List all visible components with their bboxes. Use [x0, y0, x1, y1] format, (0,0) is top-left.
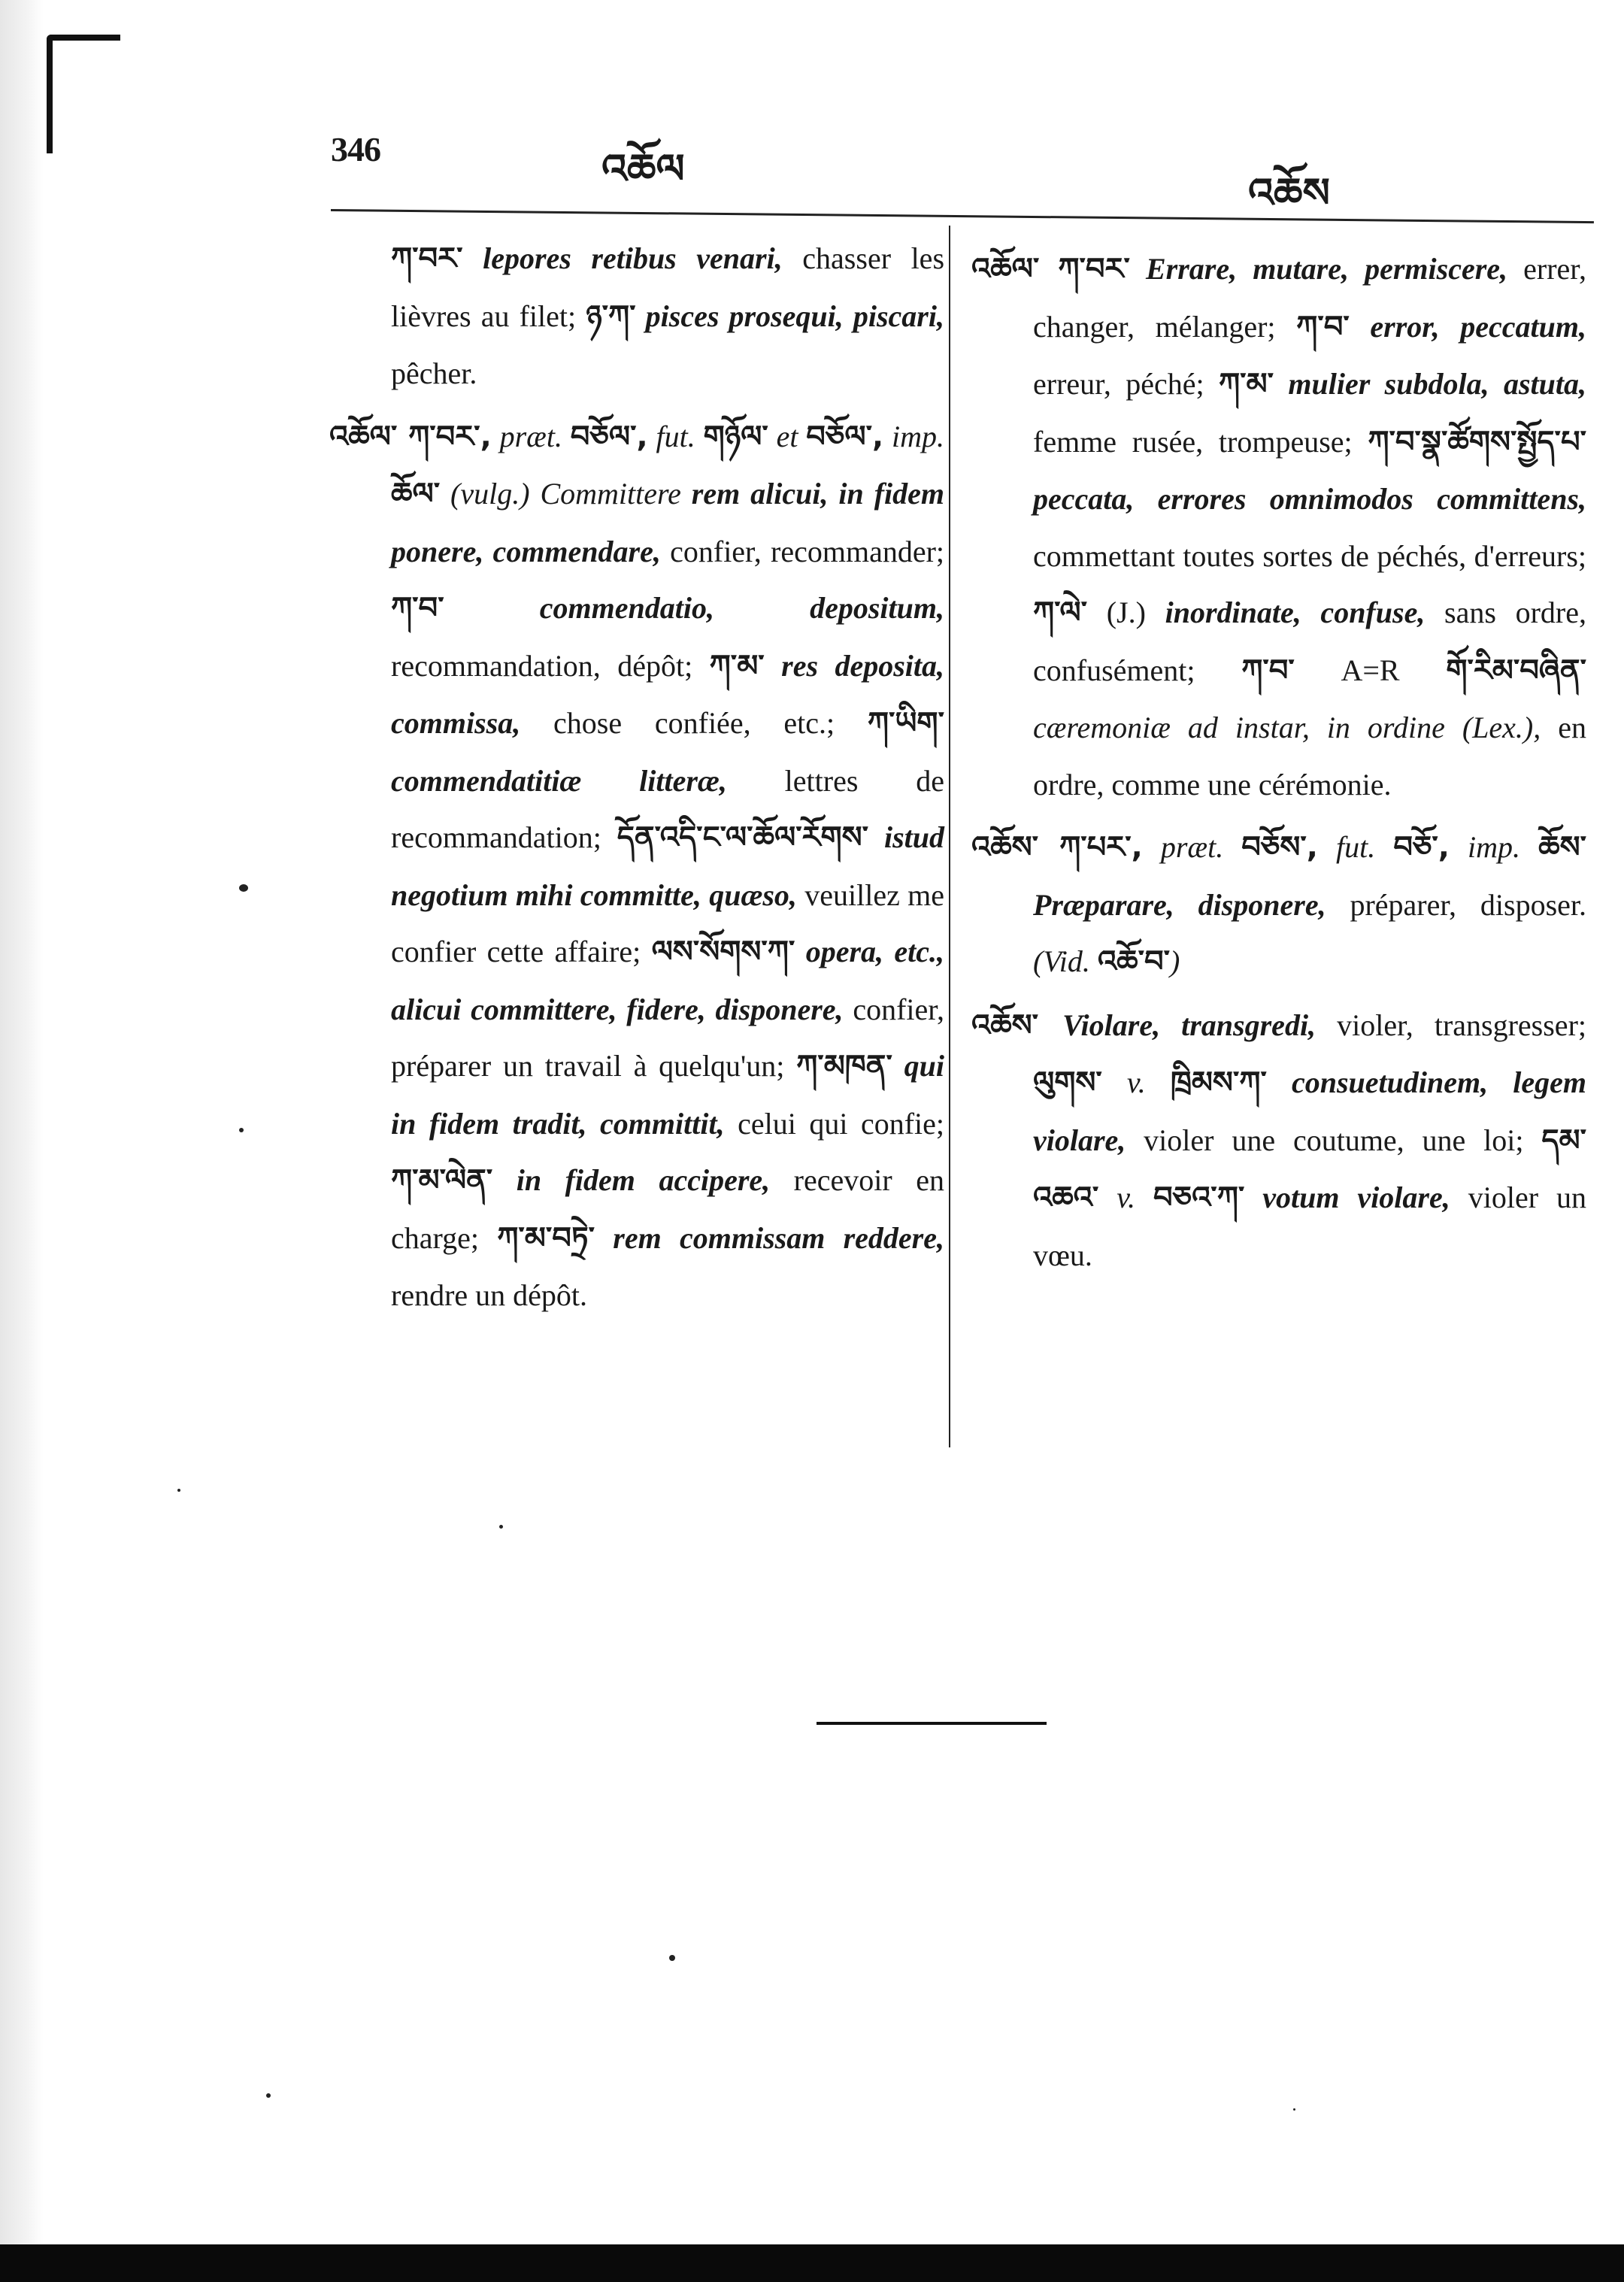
latin-gloss: fut.: [647, 419, 704, 453]
latin-gloss: qui in fidem tradit, committit,: [391, 1049, 944, 1141]
french-gloss: recevoir en charge;: [391, 1163, 944, 1255]
tibetan-text: འཆོས་: [971, 1008, 1063, 1043]
tibetan-text: བཅོལ་,: [806, 419, 884, 454]
tibetan-text: བཅོས་,: [1241, 830, 1318, 865]
tibetan-text: ཀ་ལེ་: [1033, 596, 1087, 630]
tibetan-text: ཀ་བར་: [391, 241, 463, 276]
scan-bottom-border: [0, 2244, 1624, 2282]
running-head-left: འཆོལ: [601, 145, 685, 192]
entry-continuation: [329, 230, 944, 402]
end-rule: [817, 1722, 1047, 1725]
latin-gloss: mulier subdola, astuta,: [1274, 367, 1586, 401]
french-gloss: rendre un dépôt.: [391, 1278, 588, 1312]
dictionary-entry: [329, 408, 944, 1324]
tibetan-text: བཅོ་,: [1393, 830, 1450, 865]
latin-gloss: præt.: [1142, 830, 1242, 864]
french-gloss: erreur, péché;: [1033, 367, 1219, 401]
running-head-right: འཆོས: [1248, 169, 1330, 217]
latin-gloss: rem alicui, in fidem ponere, commendare,: [391, 477, 945, 568]
french-gloss: (J.): [1087, 596, 1165, 629]
latin-gloss: pisces prosequi, piscari,: [635, 299, 944, 333]
latin-gloss: lepores retibus venari,: [462, 241, 783, 275]
french-gloss: chose confiée, etc.;: [520, 706, 868, 740]
latin-gloss: Præparare, disponere,: [1033, 887, 1326, 922]
french-gloss: lettres de recommandation;: [391, 763, 944, 854]
tibetan-text: ཀ་མ་: [709, 648, 765, 683]
tibetan-text: ཀ་བར་,: [408, 419, 492, 454]
latin-gloss: præt.: [491, 419, 571, 453]
latin-gloss: error, peccatum,: [1349, 309, 1586, 344]
latin-gloss: v.: [1101, 1065, 1171, 1099]
french-gloss: celui qui confie;: [724, 1106, 944, 1141]
french-gloss: veuillez me confier cette affaire;: [391, 877, 945, 968]
latin-gloss: fut.: [1317, 830, 1394, 864]
tibetan-text: ཀ་མ་: [1218, 367, 1274, 402]
french-gloss: femme rusée, trompeuse;: [1033, 424, 1368, 459]
tibetan-text: འཆོས་: [971, 830, 1060, 865]
french-gloss: violer, transgresser;: [1316, 1008, 1586, 1042]
tibetan-text: འཆོལ་: [329, 419, 409, 454]
tibetan-text: ཉ་ཀ་: [586, 299, 636, 334]
tibetan-text: བཅོལ་,: [570, 419, 648, 454]
latin-gloss: Errare, mutare, permiscere,: [1129, 252, 1508, 286]
header-rule: [331, 209, 1594, 223]
latin-gloss: votum violare,: [1244, 1180, 1450, 1214]
latin-gloss: imp.: [883, 419, 945, 453]
tibetan-text: འཆོ་བ་: [1097, 944, 1171, 979]
page-edge-shadow: [0, 0, 44, 2282]
latin-gloss: cæremoniæ ad instar, in ordine (Lex.),: [1033, 711, 1541, 744]
french-gloss: commettant toutes sortes de péchés, d'erreurs;: [1033, 538, 1586, 573]
french-gloss: confier, recommander;: [660, 534, 945, 568]
tibetan-text: ལས་སོགས་ཀ་: [651, 935, 795, 969]
tibetan-text: ཀ་མཁན་: [796, 1049, 892, 1083]
right-column: [971, 241, 1586, 1289]
tibetan-text: ཀ་བ་: [1241, 653, 1295, 688]
dictionary-entry: [971, 819, 1586, 991]
tibetan-text: ཀ་བ་: [1296, 309, 1350, 344]
tibetan-text: གཉོལ་: [703, 419, 768, 454]
latin-gloss: Violare, transgredi,: [1062, 1008, 1316, 1042]
tibetan-text: ཆོས་: [1538, 830, 1587, 865]
page-number: 346: [331, 130, 380, 168]
tibetan-text: དོན་འདི་ང་ལ་ཆོལ་རོགས་: [617, 820, 869, 855]
french-gloss: A=R: [1294, 653, 1447, 687]
french-gloss: sans ordre, confusément;: [1033, 596, 1586, 687]
latin-gloss: res deposita, commissa,: [391, 648, 944, 740]
latin-gloss: (Vid.: [1033, 944, 1098, 978]
column-divider: [949, 226, 950, 1447]
tibetan-text: ཆོལ་: [391, 477, 441, 511]
latin-gloss: inordinate, confuse,: [1165, 596, 1426, 629]
latin-gloss: commendatitiæ litteræ,: [391, 763, 727, 798]
tibetan-text: དམ་འཆའ་: [1033, 1123, 1586, 1215]
tibetan-text: ཀ་ཡིག་: [867, 706, 944, 741]
latin-gloss: consuetudinem, legem violare,: [1033, 1065, 1586, 1157]
latin-gloss: v.: [1098, 1180, 1154, 1214]
latin-gloss: istud negotium mihi committe, quæso,: [391, 820, 944, 912]
tibetan-text: ཀ་བ་: [391, 591, 444, 626]
tibetan-text: འཆོལ་: [971, 252, 1059, 286]
tibetan-text: ཀ་མ་བཏྲེ་: [497, 1220, 595, 1256]
french-gloss: recommandation, dépôt;: [391, 648, 710, 683]
left-column: [329, 230, 944, 1330]
french-gloss: violer un vœu.: [1033, 1180, 1586, 1272]
dictionary-entry: [971, 997, 1586, 1284]
latin-gloss: (vulg.) Committere: [440, 477, 692, 511]
tibetan-text: ཀ་བར་: [1058, 252, 1130, 286]
tibetan-text: ཀ་བ་སྣ་ཚོགས་སྤྱོད་པ་: [1368, 424, 1586, 459]
dictionary-entry: [971, 241, 1586, 813]
french-gloss: errer, changer, mélanger;: [1033, 252, 1586, 344]
tibetan-text: བཅའ་ཀ་: [1153, 1180, 1245, 1215]
latin-gloss: imp.: [1450, 830, 1539, 864]
latin-gloss: in fidem accipere,: [492, 1163, 771, 1197]
latin-gloss: ): [1170, 944, 1180, 978]
french-gloss: violer une coutume, une loi;: [1126, 1123, 1542, 1157]
latin-gloss: peccata, errores omnimodos committens,: [1033, 482, 1586, 516]
french-gloss: chasser les lièvres au filet;: [391, 241, 945, 333]
tibetan-text: ལུགས་: [1033, 1065, 1102, 1100]
french-gloss: pêcher.: [391, 356, 477, 390]
french-gloss: en ordre, comme une cérémonie.: [1033, 711, 1586, 802]
scan-corner-mark: [47, 35, 120, 153]
tibetan-text: གོ་རིམ་བཞིན་: [1446, 653, 1586, 688]
latin-gloss: et: [768, 419, 807, 453]
french-gloss: préparer, disposer.: [1326, 887, 1586, 922]
tibetan-text: ཁྲིམས་ཀ་: [1170, 1065, 1267, 1100]
latin-gloss: commendatio, depositum,: [444, 591, 944, 625]
latin-gloss: rem commissam reddere,: [595, 1220, 944, 1255]
french-gloss: confier, préparer un travail à quelqu'un;: [391, 992, 944, 1083]
tibetan-text: ཀ་མ་ལེན་: [391, 1163, 493, 1198]
tibetan-text: ཀ་པར་,: [1059, 830, 1143, 865]
latin-gloss: opera, etc., alicui committere, fidere, disponere,: [391, 935, 944, 1026]
